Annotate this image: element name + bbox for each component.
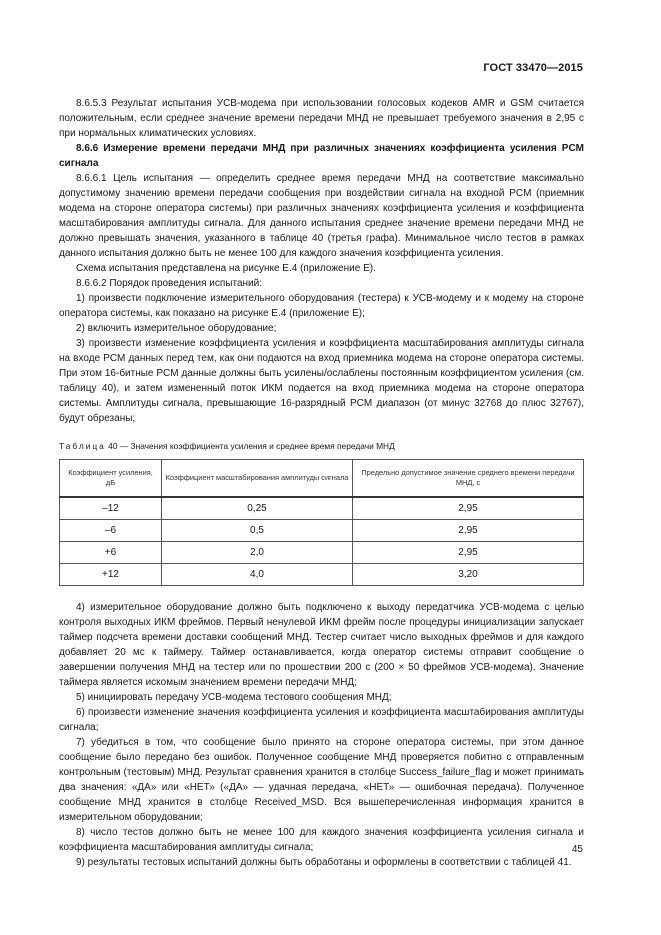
table-row: [60, 564, 584, 586]
paragraph: 9) результаты тестовых испытаний должны быть обработаны и оформлены в соответствии с таблицей 41.: [76, 857, 572, 868]
table-row: [60, 497, 584, 520]
paragraph: 8) число тестов должно быть не менее 100 для каждого значения коэффициента усиления сигнала и коэффициента масштабирования амплитуды сигнала;: [59, 827, 584, 853]
table-row: [60, 542, 584, 564]
text-section-bottom: [59, 600, 584, 870]
table-cell: 2,95: [353, 497, 584, 520]
table-header-scale: Коэффициент масштабирования амплитуды сигнала: [162, 460, 353, 498]
section-heading: 8.6.6 Измерение времени передачи МНД при различных значениях коэффициента усиления PCM сигнала: [59, 143, 584, 169]
document-body: [59, 96, 584, 870]
table-cell: –6: [60, 520, 162, 542]
gain-table: [59, 459, 584, 586]
paragraph: 8.6.6.1 Цель испытания — определить среднее время передачи МНД на соответствие максимально допустимому значению времени передачи сообщения при воздействии сигнала на входной PCM (приемник модема на стороне оператора системы) при различных значениях коэффициента усиления и коэффициента масштабирования амплитуды сигнала. Для данного испытания среднее значение времени передачи МНД не должно превышать значения, указанного в таблице 40 (третья графа). Минимальное число тестов в рамках данного испытания должно быть не менее 100 для каждого значения коэффициента усиления.: [59, 173, 584, 259]
table-header-gain: Коэффициент усиления, дБ: [60, 460, 162, 498]
table-header-time: Предельно допустимое значение среднего времени передачи МНД, с: [353, 460, 584, 498]
text-section-top: [59, 96, 584, 426]
paragraph: 5) инициировать передачу УСВ-модема тестового сообщения МНД;: [76, 692, 392, 703]
table-caption-text: 40 — Значения коэффициента усиления и среднее время передачи МНД: [105, 441, 395, 451]
table-cell: +12: [60, 564, 162, 586]
table-cell: –12: [60, 497, 162, 520]
table-cell: 4,0: [162, 564, 353, 586]
page-number: 45: [571, 844, 583, 855]
paragraph: 2) включить измерительное оборудование;: [76, 323, 277, 334]
paragraph: 1) произвести подключение измерительного оборудования (тестера) к УСВ-модему и к модему на стороне оператора системы, как показано на рисунке Е.4 (приложение Е);: [59, 293, 584, 319]
table-caption-prefix: Таблица: [59, 441, 106, 451]
table-cell: 0,5: [162, 520, 353, 542]
table-row: [60, 520, 584, 542]
paragraph: 8.6.5.3 Результат испытания УСВ-модема при использовании голосовых кодеков AMR и GSM считается положительным, если среднее значение времени передачи МНД не превышает требуемого значения в 2,95 с при нормальных климатических условиях.: [59, 98, 584, 139]
table-cell: 2,95: [353, 520, 584, 542]
paragraph: 8.6.6.2 Порядок проведения испытаний:: [76, 278, 262, 289]
table-cell: 2,0: [162, 542, 353, 564]
paragraph: 3) произвести изменение коэффициента усиления и коэффициента масштабирования амплитуды сигнала на входе PCM данных перед тем, как они подаются на вход приемника модема на стороне оператора системы. При этом 16-битные PCM данные должны быть усилены/ослаблены постоянным коэффициентом усиления (см. таблицу 40), и затем измененный поток ИКМ подается на вход приемника модема на стороне оператора системы. Амплитуды сигнала, превышающие 16-разрядный PCM диапазон (от минус 32768 до плюс 32767), будут обрезаны;: [59, 338, 584, 424]
table-caption: [59, 441, 584, 452]
paragraph: 4) измерительное оборудование должно быть подключено к выходу передатчика УСВ-модема с целью контроля выходных ИКМ фреймов. Первый ненулевой ИКМ фрейм после процедуры инициализации запускает таймер подсчета времени доставки сообщений МНД. Тестер считает число выходных фреймов и для каждого добавляет 20 мс к таймеру. Таймер останавливается, когда оператор системы отправит сообщение о завершении получения МНД на тестер или по прошествии 200 с (200 × 50 фреймов УСВ-модема). Значение таймера является искомым значением времени передачи МНД;: [59, 602, 584, 688]
table-cell: 0,25: [162, 497, 353, 520]
paragraph: 6) произвести изменение значения коэффициента усиления и коэффициента масштабирования амплитуды сигнала;: [59, 707, 584, 733]
table-cell: 3,20: [353, 564, 584, 586]
document-id: ГОСТ 33470—2015: [483, 62, 583, 74]
table-cell: 2,95: [353, 542, 584, 564]
paragraph: Схема испытания представлена на рисунке Е.4 (приложение Е).: [76, 263, 376, 274]
paragraph: 7) убедиться в том, что сообщение было принято на стороне оператора системы, при этом данное сообщение было передано без ошибок. Полученное сообщение МНД проверяется побитно с отправленным контрольным (тестовым) МНД. Результат сравнения хранится в столбце Success_failure_flag и может принимать два значения: «ДА» или «НЕТ» («ДА» — удачная передача, «НЕТ» — ошибочная передача). Полученное сообщение МНД хранится в столбце Received_MSD. Вся вышеперечисленная информация хранится в измерительном оборудовании;: [59, 737, 584, 823]
table-cell: +6: [60, 542, 162, 564]
table-header-row: [60, 460, 584, 498]
